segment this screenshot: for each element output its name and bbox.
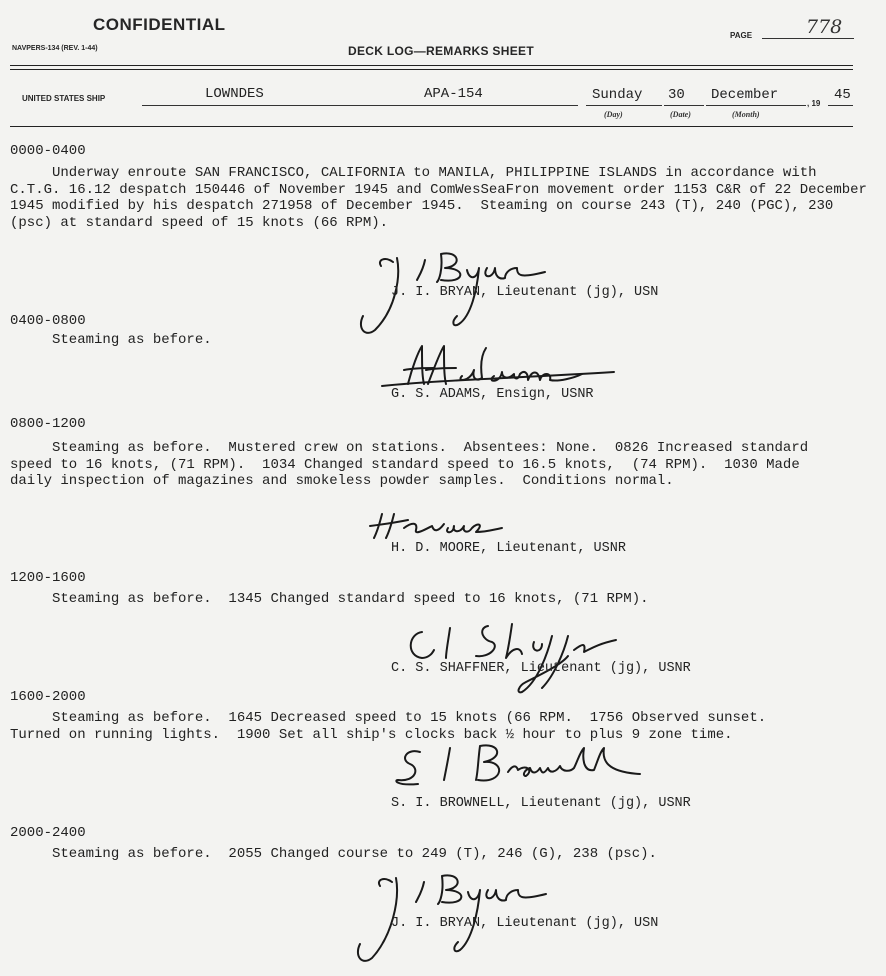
ship-name: LOWNDES [205, 86, 264, 102]
page-number: 778 [806, 16, 843, 38]
ship-year: 45 [834, 87, 851, 103]
year-field-line [828, 105, 853, 106]
header-rule-top [10, 65, 853, 66]
adams-signature [378, 340, 618, 392]
signature-1200-1600: C. S. SHAFFNER, Lieutenant (jg), USNR [391, 661, 691, 676]
watch-remarks-2000-2400: Steaming as before. 2055 Changed course to 249 (T), 246 (G), 238 (psc). [10, 846, 657, 862]
watch-time-1200-1600: 1200-1600 [10, 570, 86, 586]
watch-time-0000-0400: 0000-0400 [10, 143, 86, 159]
signature-0400-0800: G. S. ADAMS, Ensign, USNR [391, 387, 594, 402]
signature-2000-2400: J. I. BRYAN, Lieutenant (jg), USN [391, 916, 659, 931]
signature-0800-1200: H. D. MOORE, Lieutenant, USNR [391, 541, 626, 556]
watch-remarks-1200-1600: Steaming as before. 1345 Changed standard speed to 16 knots, (71 RPM). [10, 591, 649, 607]
watch-remarks-0400-0800: Steaming as before. [10, 332, 212, 348]
ship-hull-number: APA-154 [424, 86, 483, 102]
watch-remarks-1600-2000: Steaming as before. 1645 Decreased speed to 15 knots (66 RPM. 1756 Observed sunset. Turned on running lights. 1900 Set all ship's clocks back ½ hour to plus 9 zone time. [10, 710, 767, 743]
ship-day: Sunday [592, 87, 643, 103]
watch-time-0400-0800: 0400-0800 [10, 313, 86, 329]
month-caption: (Month) [732, 110, 760, 119]
page-label: PAGE [730, 31, 753, 40]
ship-line-rule [10, 126, 853, 127]
watch-time-0800-1200: 0800-1200 [10, 416, 86, 432]
ship-date: 30 [668, 87, 685, 103]
watch-remarks-0000-0400: Underway enroute SAN FRANCISCO, CALIFORNIA to MANILA, PHILIPPINE ISLANDS in accordance with C.T.G. 16.12 despatch 150446 of November 1945 and ComWesSeaFron movement order 1153 C&R of 22 December 1945 modified by his despatch 271958 of December 1945. Steaming on course 243 (T), 240 (PGC), 230 (psc) at standard speed of 15 knots (66 RPM). [10, 165, 867, 231]
form-number: NAVPERS-134 (REV. 1-44) [12, 45, 98, 52]
date-field-line [664, 105, 704, 106]
watch-time-2000-2400: 2000-2400 [10, 825, 86, 841]
ship-label: UNITED STATES SHIP [22, 94, 106, 103]
ship-month: December [711, 87, 779, 103]
day-field-line [586, 105, 662, 106]
year-prefix: , 19 [807, 99, 821, 108]
date-caption: (Date) [670, 110, 691, 119]
signature-0000-0400: J. I. BRYAN, Lieutenant (jg), USN [391, 285, 659, 300]
page-number-line [762, 38, 854, 39]
shaffner-signature [402, 622, 622, 698]
header-rule-bottom [10, 69, 853, 70]
confidential-heading: CONFIDENTIAL [93, 15, 226, 34]
moore-signature [368, 510, 508, 540]
watch-time-1600-2000: 1600-2000 [10, 689, 86, 705]
month-field-line [706, 105, 806, 106]
signature-1600-2000: S. I. BROWNELL, Lieutenant (jg), USNR [391, 796, 691, 811]
ship-field-line [142, 105, 578, 106]
brownell-signature [394, 740, 644, 800]
day-caption: (Day) [604, 110, 623, 119]
sheet-title: DECK LOG—REMARKS SHEET [348, 44, 534, 58]
watch-remarks-0800-1200: Steaming as before. Mustered crew on stations. Absentees: None. 0826 Increased standard speed to 16 knots, (71 RPM). 1034 Changed standard speed to 16.5 knots, (74 RPM). 1030 Made daily inspection of magazines and smokeless powder samples. Conditions normal. [10, 440, 809, 489]
